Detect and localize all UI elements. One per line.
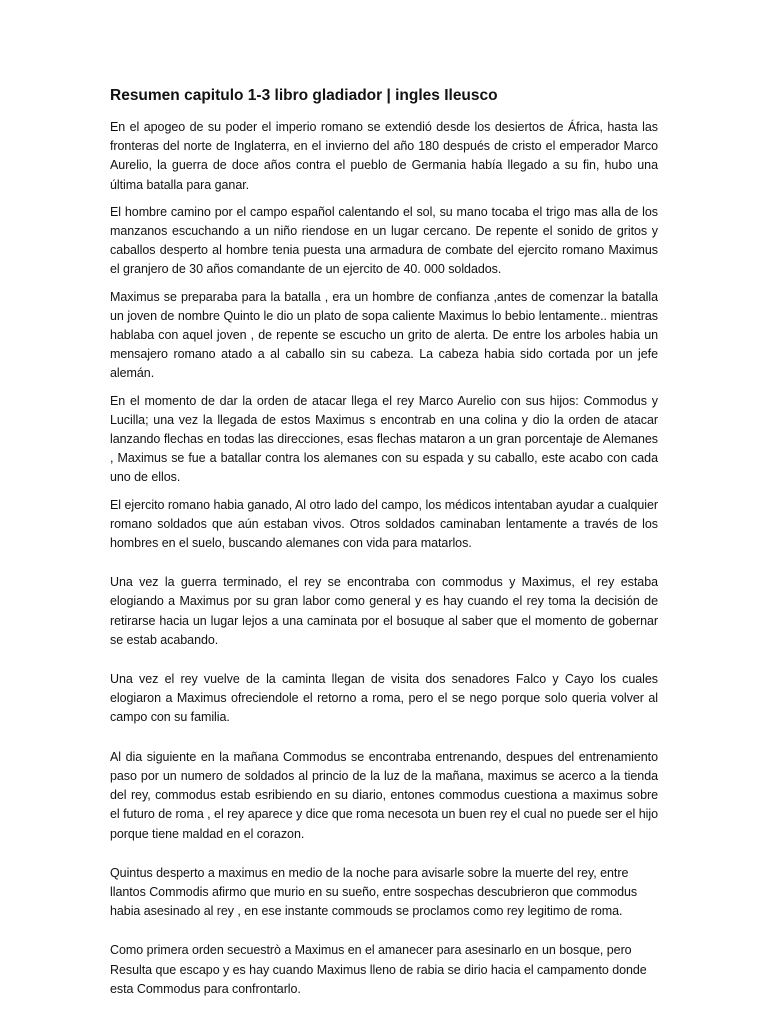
paragraph-spacer bbox=[110, 280, 658, 288]
paragraph-1: En el apogeo de su poder el imperio romano se extendió desde los desiertos de África, hasta las fronteras del norte de Inglaterra, en el invierno del año 180 después de cristo el emperador Marco Aurelio, la guerra de doce años contra el pueblo de Germania había llegado a su fin, hubo una última batalla para ganar. bbox=[110, 120, 658, 192]
paragraph-spacer bbox=[110, 728, 658, 748]
paragraph-spacer bbox=[110, 488, 658, 496]
paragraph-7: Una vez el rey vuelve de la caminta llegan de visita dos senadores Falco y Cayo los cuales elogiaron a Maximus ofreciendole el retorno a roma, pero el se nego porque solo queria volver al campo con su familia. bbox=[110, 672, 658, 725]
paragraph-3: Maximus se preparaba para la batalla , era un hombre de confianza ,antes de comenzar la batalla un joven de nombre Quinto le dio un plato de sopa caliente Maximus lo bebio lentamente.. mientras hablaba con aquel joven , de repente se escucho un grito de alerta. De entre los arboles habia un mensajero romano atado a al caballo sin su cabeza. La cabeza habia sido cortada por un jefe alemán. bbox=[110, 289, 658, 381]
paragraph-spacer bbox=[110, 195, 658, 203]
paragraph-spacer bbox=[110, 384, 658, 392]
paragraph-spacer bbox=[110, 553, 658, 573]
paragraph-5: El ejercito romano habia ganado, Al otro lado del campo, los médicos intentaban ayudar a cualquier romano soldados que aún estaban vivos. Otros soldados caminaban lentamente a través de los hombres en el suelo, buscando alemanes con vida para matarlos. bbox=[110, 497, 658, 551]
paragraph-spacer bbox=[110, 921, 658, 941]
paragraph-8: Al dia siguiente en la mañana Commodus se encontraba entrenando, despues del entrenamiento paso por un numero de soldados al princio de la luz de la mañana, maximus se acerco a la tienda del rey, commodus estab esribiendo en su diario, entones commodus cuestiona a maximus sobre el futuro de roma , el rey aparece y dice que roma necesota un buen rey el cual no puede ser el hijo porque tiene maldad en el corazon. bbox=[110, 749, 658, 841]
paragraph-6: Una vez la guerra terminado, el rey se encontraba con commodus y Maximus, el rey estaba elogiando a Maximus por su gran labor como general y es hay cuando el rey toma la decisión de retirarse hacia un lugar lejos a una caminata por el bosuque al saber que el momento de gobernar se estab acabando. bbox=[110, 575, 658, 647]
paragraph-9: Quintus desperto a maximus en medio de la noche para avisarle sobre la muerte del rey, entre llantos Commodis afirmo que murio en su sueño, entre sospechas descubrieron que commodus habia asesinado al rey , en ese instante commouds se proclamos como rey legitimo de roma. bbox=[110, 865, 638, 919]
paragraph-4: En el momento de dar la orden de atacar llega el rey Marco Aurelio con sus hijos: Commodus y Lucilla; una vez la llegada de estos Maximus s encontrab en una colina y dio la orden de atacar lanzando flechas en todas las direcciones, esas flechas mataron a un gran porcentaje de Alemanes , Maximus se fue a batallar contra los alemanes con su espada y su caballo, este acabo con cada uno de ellos. bbox=[110, 393, 658, 485]
document-page bbox=[110, 86, 658, 999]
paragraph-spacer bbox=[110, 650, 658, 670]
paragraph-spacer bbox=[110, 844, 658, 864]
paragraph-10: Como primera orden secuestrò a Maximus en el amanecer para asesinarlo en un bosque, pero Resulta que escapo y es hay cuando Maximus lleno de rabia se dirio hacia el campamento donde esta Commodus para confrontarlo. bbox=[110, 943, 647, 996]
document-title: Resumen capitulo 1-3 libro gladiador | ingles Ileusco bbox=[110, 87, 498, 104]
paragraph-2: El hombre camino por el campo español calentando el sol, su mano tocaba el trigo mas alla de los manzanos escuchando a un niño riendose en un lugar cercano. De repente el sonido de gritos y caballos desperto al hombre tenia puesta una armadura de combate del ejercito romano Maximus el granjero de 30 años comandante de un ejercito de 40. 000 soldados. bbox=[110, 204, 658, 277]
